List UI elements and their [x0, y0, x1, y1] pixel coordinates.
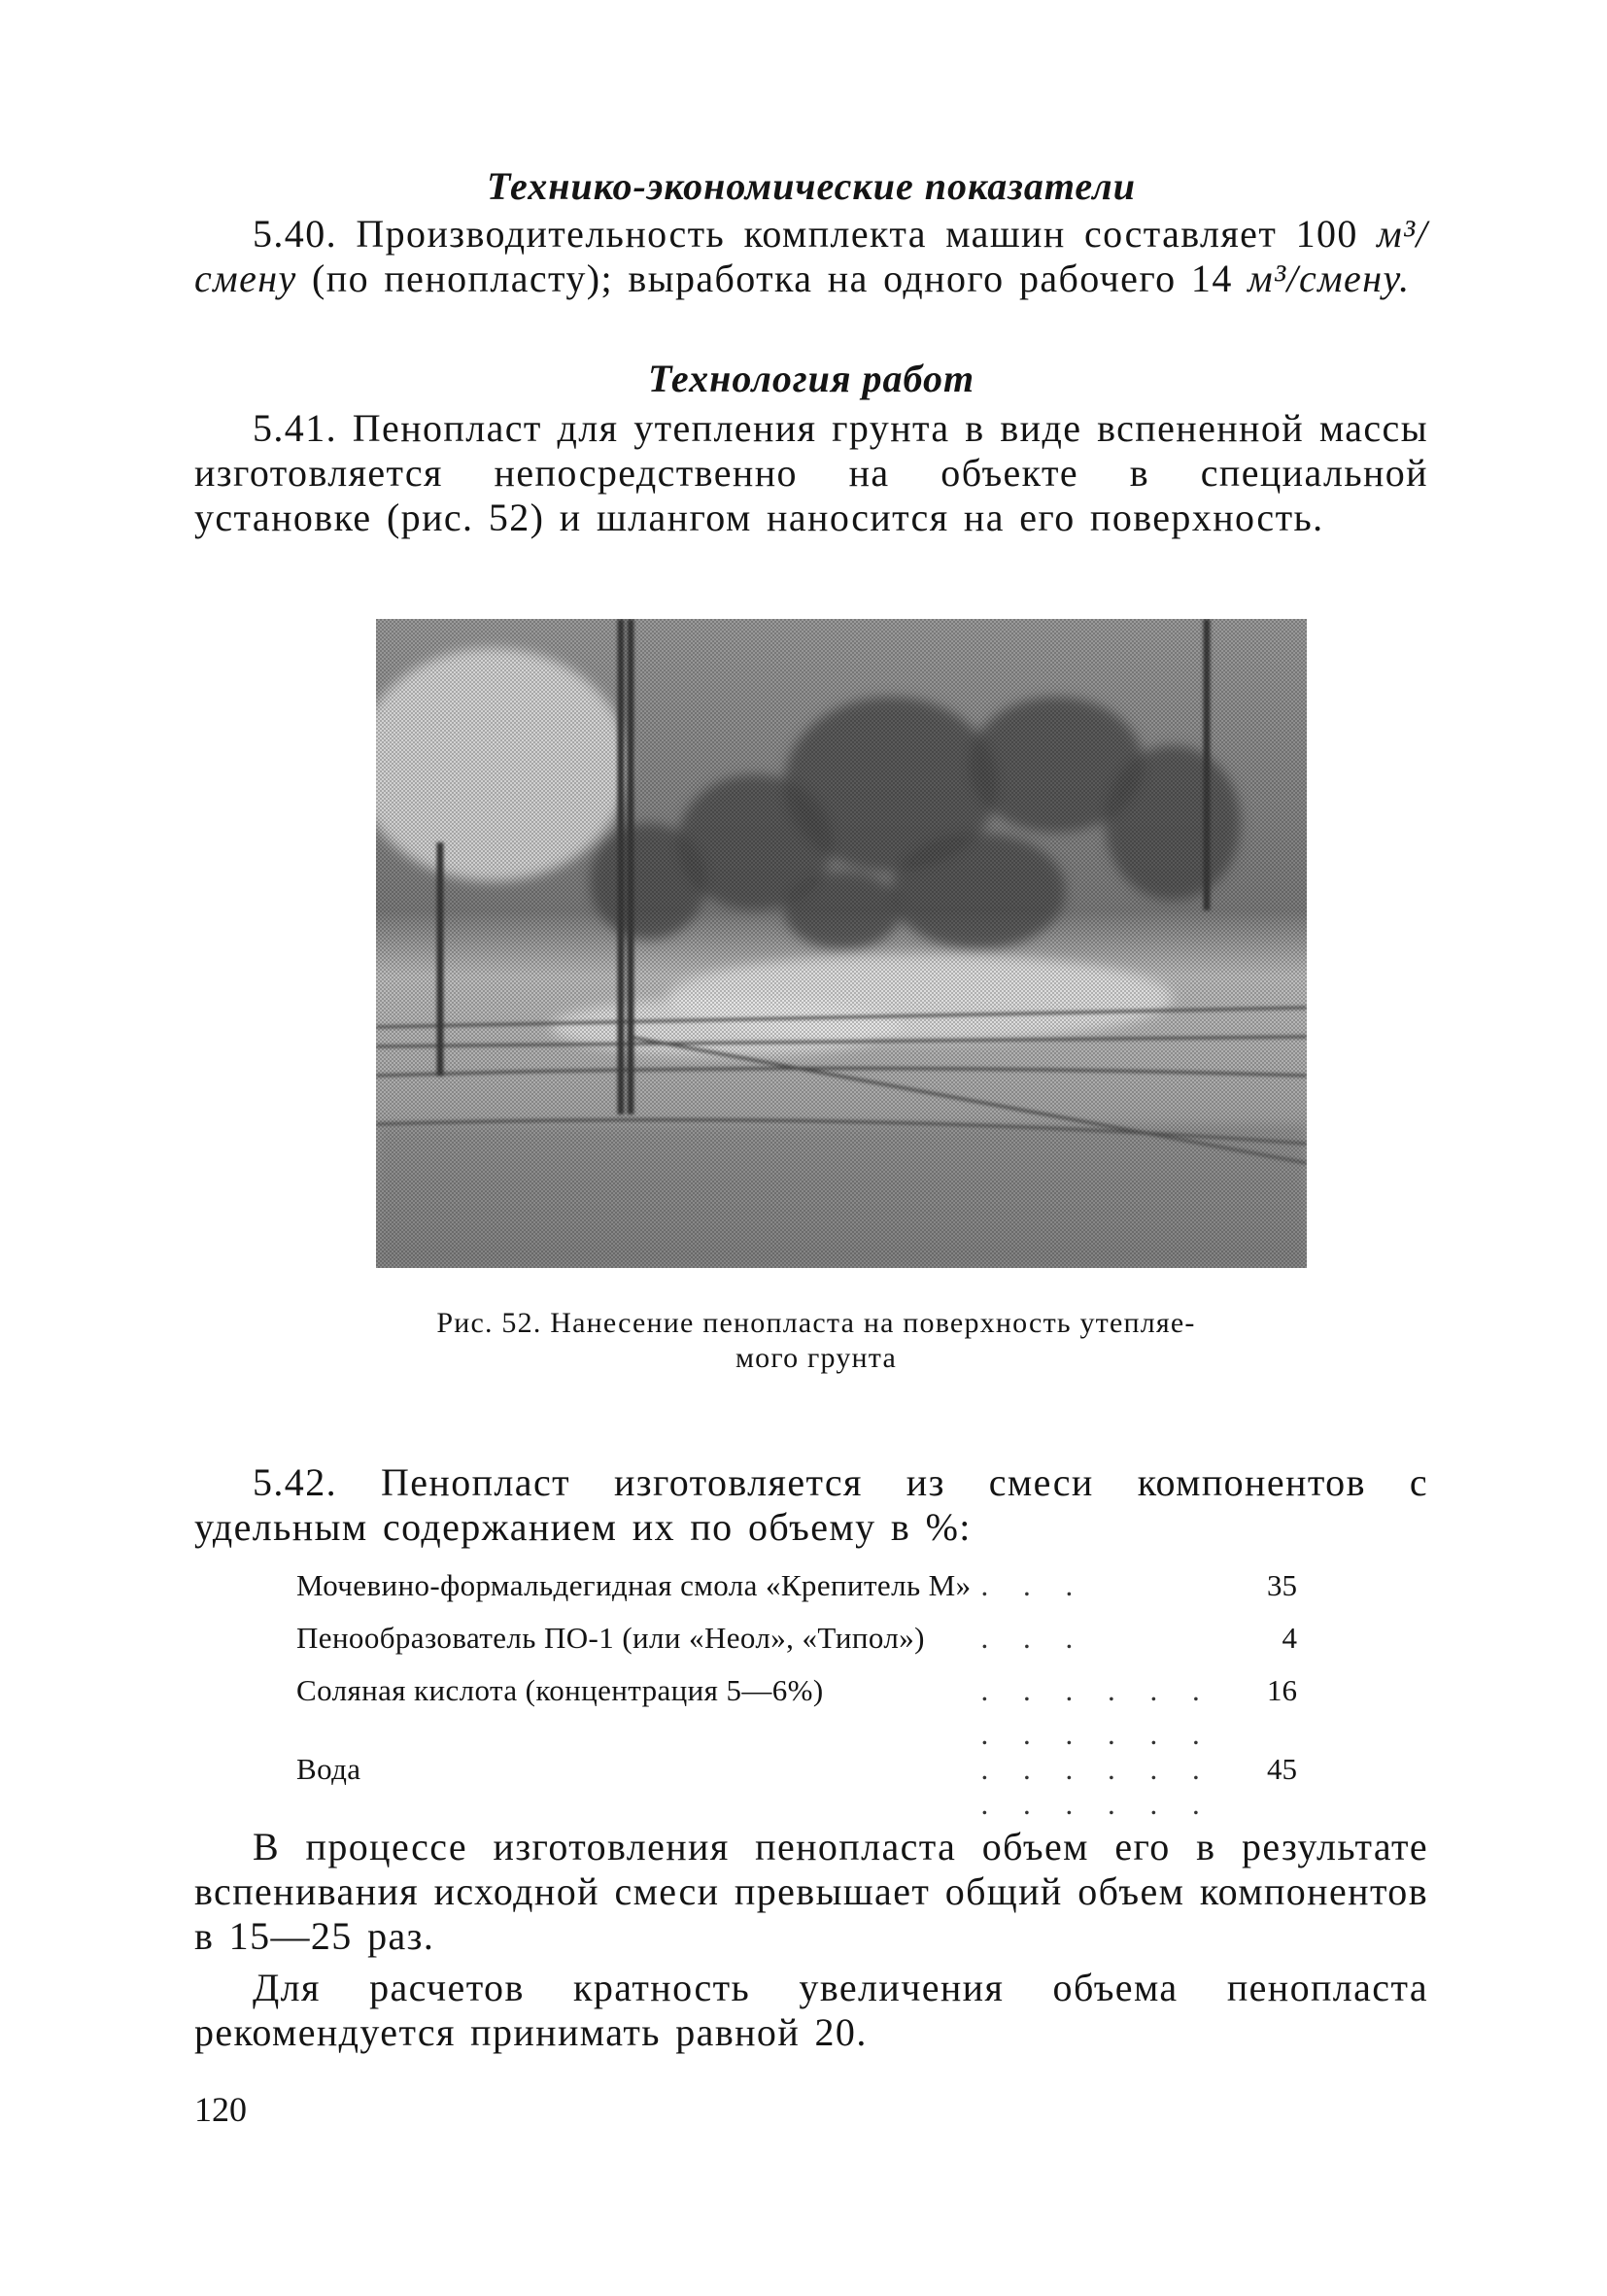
- leader-dots: . . .: [980, 1568, 1087, 1602]
- paragraph-5-41: [194, 406, 1428, 540]
- foam-application-photo: [376, 619, 1307, 1268]
- unit-text: м³/смену.: [1248, 257, 1411, 300]
- leader-dots: . . . . . . . . . . . . . . . . . .: [980, 1717, 1214, 1821]
- paragraph-calculation: [194, 1966, 1428, 2055]
- table-row: [296, 1664, 1297, 1717]
- table-row: [296, 1559, 1297, 1612]
- component-name: Вода: [296, 1752, 361, 1786]
- component-value: 4: [1282, 1621, 1297, 1655]
- paragraph-number: 5.40.: [253, 212, 337, 256]
- component-value: 16: [1267, 1673, 1297, 1707]
- paragraph-text: В процессе изготовления пенопласта объем его в результате вспенивания исходной смеси превышает общий объем компонентов в 15—25 раз.: [194, 1825, 1428, 1958]
- paragraph-text: (по пенопласту); выработка на одного рабочего 14: [312, 257, 1233, 300]
- paragraph-text: Пенопласт для утепления грунта в виде вспененной массы изготовляется непосредственно на объекте в специальной установке (рис. 52) и шлангом наносится на его поверхность.: [194, 406, 1428, 539]
- leader-dots: . . . . . .: [980, 1673, 1214, 1707]
- page-number: 120: [194, 2090, 247, 2129]
- figure-caption: [330, 1306, 1302, 1376]
- paragraph-text: Производительность комплекта машин составляет 100: [356, 212, 1358, 256]
- unit-text: м³/смену: [194, 212, 1428, 300]
- figure-photo: [376, 619, 1307, 1268]
- paragraph-number: 5.41.: [253, 406, 337, 450]
- paragraph-number: 5.42.: [253, 1460, 337, 1504]
- leader-dots: . . .: [980, 1621, 1087, 1655]
- section-heading-technology: Технология работ: [647, 357, 975, 400]
- component-name: Пенообразователь ПО-1 (или «Неол», «Типол»): [296, 1621, 925, 1655]
- paragraph-process: [194, 1825, 1428, 1959]
- caption-line-1: Рис. 52. Нанесение пенопласта на поверхность утепляе-: [436, 1307, 1196, 1339]
- component-name: Соляная кислота (концентрация 5—6%): [296, 1673, 824, 1707]
- component-name: Мочевино-формальдегидная смола «Крепитель М»: [296, 1568, 972, 1602]
- component-value: 45: [1267, 1752, 1297, 1786]
- table-row: [296, 1717, 1297, 1822]
- component-value: 35: [1267, 1568, 1297, 1602]
- components-table: [296, 1559, 1297, 1822]
- section-heading-indicators: Технико-экономические показатели: [487, 164, 1136, 208]
- table-row: [296, 1612, 1297, 1664]
- paragraph-5-42: [194, 1460, 1428, 1550]
- paragraph-text: Пенопласт изготовляется из смеси компонентов с удельным содержанием их по объему в %:: [194, 1460, 1428, 1549]
- caption-line-2: мого грунта: [735, 1342, 897, 1374]
- paragraph-5-40: [194, 212, 1428, 301]
- paragraph-text: Для расчетов кратность увеличения объема пенопласта рекомендуется принимать равной 20.: [194, 1966, 1428, 2054]
